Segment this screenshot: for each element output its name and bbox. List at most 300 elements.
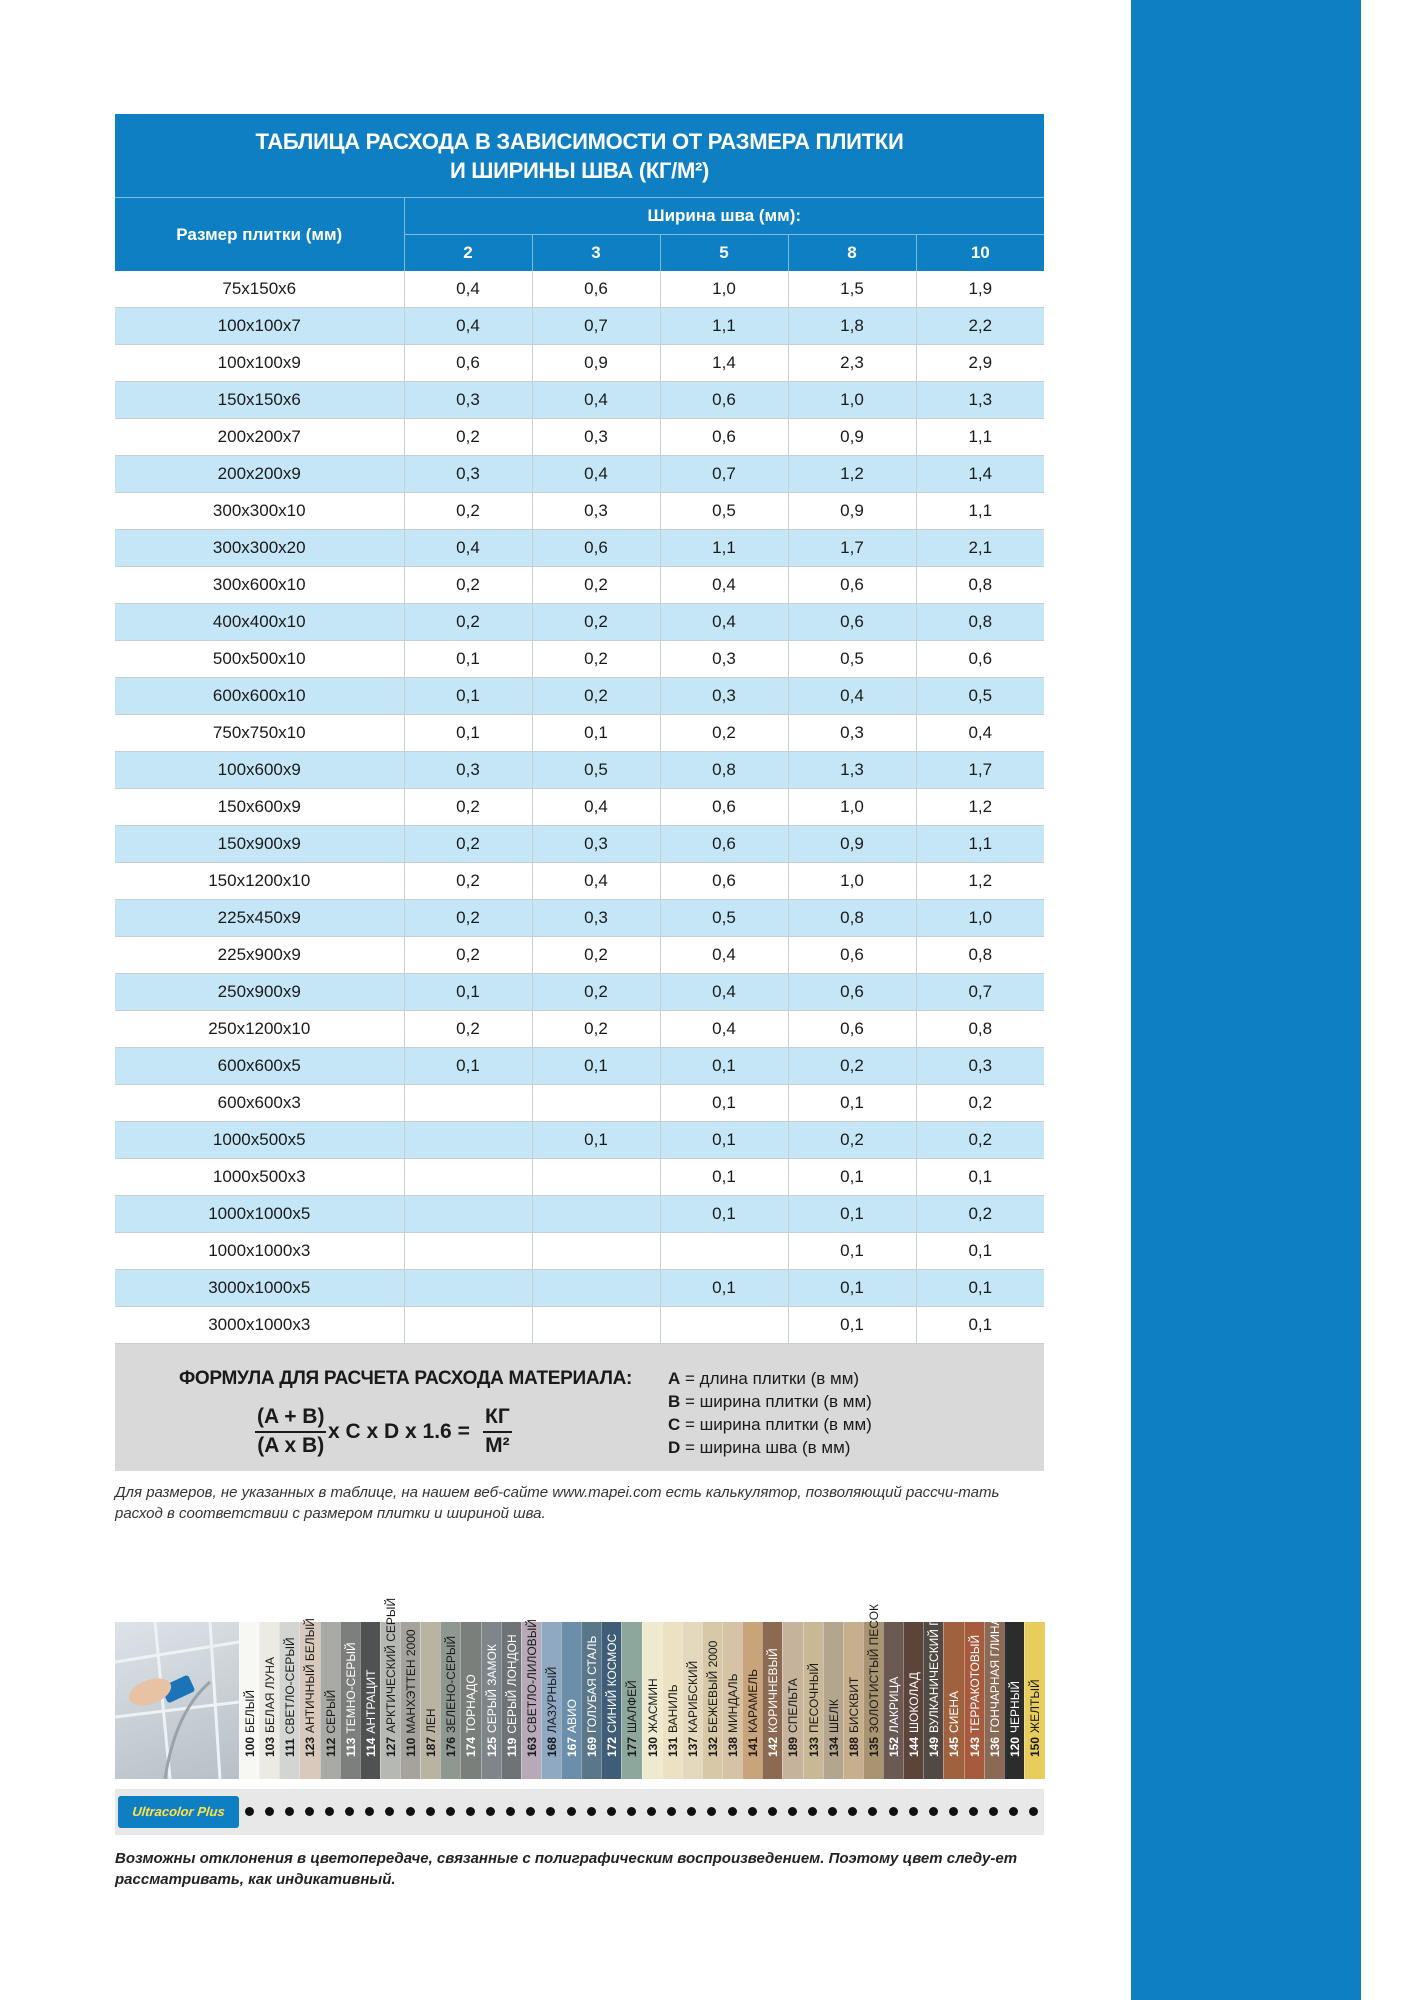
consumption-value-cell [404,1196,532,1233]
consumption-value-cell: 1,0 [916,900,1044,937]
color-swatch [299,1618,320,1779]
formula-multiplier: x C x D x 1.6 = [328,1420,470,1443]
table-row [115,419,1044,456]
table-row [115,345,1044,382]
width-column-header: 10 [916,235,1044,272]
color-code: 169 [585,1736,600,1757]
table-row [115,826,1044,863]
color-swatch [541,1622,562,1779]
consumption-value-cell: 0,4 [404,530,532,567]
color-swatch [1024,1622,1045,1779]
color-code: 127 [383,1736,398,1757]
tile-size-cell: 200x200x7 [115,419,404,456]
color-code: 145 [947,1736,962,1757]
color-swatch [903,1622,924,1779]
formula-unit-denominator: М² [485,1434,510,1457]
color-name: БЕЖЕВЫЙ 2000 [705,1640,720,1733]
consumption-value-cell: 1,1 [660,530,788,567]
color-swatch-label [665,1684,681,1757]
consumption-value-cell: 0,3 [660,678,788,715]
color-code: 177 [625,1736,640,1757]
consumption-value-cell: 0,7 [532,308,660,345]
availability-dot [583,1804,599,1820]
color-swatch-label [504,1634,520,1757]
consumption-value-cell: 0,3 [404,752,532,789]
consumption-value-cell: 1,0 [788,789,916,826]
table-row [115,1233,1044,1270]
color-name: АВИО [565,1699,580,1733]
color-swatch [943,1622,964,1779]
color-swatch-label [302,1618,318,1757]
consumption-value-cell: 1,1 [660,308,788,345]
consumption-value-cell: 0,6 [788,567,916,604]
consumption-value-cell: 0,5 [788,641,916,678]
consumption-value-cell: 0,1 [660,1085,788,1122]
color-swatch-label [363,1670,379,1757]
color-code: 114 [363,1737,378,1757]
tile-size-cell: 300x300x10 [115,493,404,530]
tile-size-cell: 1000x1000x5 [115,1196,404,1233]
availability-dot [281,1804,297,1820]
color-swatch [581,1622,602,1779]
color-swatch-label [463,1674,479,1757]
consumption-value-cell: 1,4 [660,345,788,382]
consumption-value-cell: 0,1 [788,1085,916,1122]
availability-dot [322,1804,338,1820]
consumption-value-cell: 1,4 [916,456,1044,493]
color-swatch-label [1007,1681,1023,1757]
consumption-value-cell: 0,2 [532,641,660,678]
table-row [115,604,1044,641]
color-swatch-label [604,1634,620,1757]
consumption-value-cell: 0,6 [788,1011,916,1048]
availability-dot [704,1804,720,1820]
consumption-value-cell: 0,2 [532,937,660,974]
color-code: 123 [303,1736,318,1757]
tile-size-cell: 100x600x9 [115,752,404,789]
consumption-value-cell: 0,1 [404,678,532,715]
color-code: 103 [263,1736,278,1757]
formula-definitions [668,1367,872,1459]
consumption-value-cell: 0,2 [532,678,660,715]
consumption-value-cell: 0,6 [532,530,660,567]
color-swatch-label [282,1637,298,1757]
consumption-value-cell: 0,2 [404,900,532,937]
tile-size-cell: 400x400x10 [115,604,404,641]
consumption-value-cell: 1,8 [788,308,916,345]
tile-size-cell: 3000x1000x5 [115,1270,404,1307]
color-swatch-label [262,1657,278,1757]
color-code: 134 [826,1736,841,1757]
consumption-value-cell: 1,3 [788,752,916,789]
availability-dot [342,1804,358,1820]
tile-size-cell: 1000x500x5 [115,1122,404,1159]
consumption-value-cell: 0,4 [660,937,788,974]
consumption-value-cell: 0,4 [660,567,788,604]
table-row [115,1196,1044,1233]
color-swatch [923,1584,944,1779]
consumption-value-cell: 0,2 [404,863,532,900]
consumption-value-cell: 0,4 [660,604,788,641]
tile-size-cell: 150x1200x10 [115,863,404,900]
color-name: БИСКВИТ [846,1676,861,1733]
consumption-value-cell: 0,6 [660,419,788,456]
table-row [115,271,1044,308]
consumption-value-cell: 1,9 [916,271,1044,308]
color-swatch-label [785,1678,801,1757]
color-swatch-label [403,1629,419,1757]
color-code: 143 [967,1736,982,1757]
consumption-value-cell [532,1270,660,1307]
color-code: 188 [846,1736,861,1757]
color-swatch-label [685,1661,701,1757]
formula-unit-numerator: КГ [483,1405,512,1433]
formula-variable-description: = длина плитки (в мм) [685,1369,860,1388]
color-swatch-label [946,1691,962,1757]
color-swatch [320,1622,341,1779]
consumption-value-cell: 0,2 [404,789,532,826]
color-swatch-label [323,1690,339,1757]
color-code: 187 [424,1736,439,1757]
color-swatch [782,1622,803,1779]
consumption-value-cell: 0,8 [916,567,1044,604]
consumption-value-cell: 0,2 [532,974,660,1011]
color-name: СЕРЫЙ [323,1689,338,1734]
tile-size-cell: 600x600x10 [115,678,404,715]
table-row [115,678,1044,715]
consumption-value-cell: 0,8 [916,604,1044,641]
color-name: ГОЛУБАЯ СТАЛЬ [585,1635,600,1733]
table-row [115,900,1044,937]
color-name: ЗОЛОТИСТЫЙ ПЕСОК [866,1603,881,1733]
color-name: СВЕТЛО-СЕРЫЙ [283,1637,298,1735]
consumption-value-cell: 0,6 [660,863,788,900]
consumption-value-cell: 0,4 [660,1011,788,1048]
tile-size-cell: 150x150x6 [115,382,404,419]
color-swatch-label [826,1699,842,1757]
color-name: ТЕРРАКОТОВЫЙ [967,1634,982,1733]
color-swatch-label [765,1648,781,1757]
consumption-value-cell: 0,3 [660,641,788,678]
formula-fraction [255,1405,326,1458]
color-swatch [440,1622,461,1779]
color-swatch [803,1622,824,1779]
color-code: 138 [726,1736,741,1757]
availability-dot [483,1804,499,1820]
availability-dot [684,1804,700,1820]
consumption-value-cell: 0,4 [532,789,660,826]
consumption-value-cell: 0,3 [404,456,532,493]
color-name: ГОНЧАРНАЯ ГЛИНА [987,1617,1002,1733]
consumption-value-cell: 0,2 [916,1085,1044,1122]
formula-variable-description: = ширина плитки (в мм) [685,1415,872,1434]
consumption-value-cell: 1,0 [788,863,916,900]
tile-size-cell: 100x100x9 [115,345,404,382]
table-row [115,937,1044,974]
table-title [115,114,1044,198]
color-swatch [561,1622,582,1779]
consumption-value-cell: 0,2 [404,826,532,863]
consumption-value-cell: 0,5 [660,493,788,530]
availability-dot [644,1804,660,1820]
consumption-value-cell: 0,1 [916,1233,1044,1270]
consumption-value-cell: 0,2 [404,937,532,974]
color-code: 137 [685,1736,700,1757]
tile-size-cell: 250x900x9 [115,974,404,1011]
color-swatch-label [544,1667,560,1757]
table-row [115,493,1044,530]
consumption-value-cell: 0,1 [788,1159,916,1196]
consumption-value-cell: 0,1 [916,1159,1044,1196]
consumption-value-cell: 1,1 [916,419,1044,456]
consumption-value-cell: 0,3 [916,1048,1044,1085]
color-name: КОРИЧНЕВЫЙ [766,1648,781,1733]
table-row [115,1307,1044,1344]
color-swatch [964,1622,985,1779]
consumption-value-cell: 0,4 [788,678,916,715]
color-name: ШОКОЛАД [907,1672,922,1733]
availability-dot [1026,1804,1042,1820]
consumption-value-cell: 0,5 [916,678,1044,715]
consumption-value-cell: 0,4 [532,863,660,900]
color-swatch [762,1622,783,1779]
consumption-value-cell: 0,1 [916,1270,1044,1307]
formula-numerator: (A + B) [255,1405,326,1433]
tile-size-cell: 750x750x10 [115,715,404,752]
color-code: 172 [605,1736,620,1757]
color-swatch [259,1622,280,1779]
availability-dot [905,1804,921,1820]
consumption-value-cell: 2,3 [788,345,916,382]
ultracolor-availability-row [115,1789,1044,1835]
availability-dot [805,1804,821,1820]
color-code: 150 [1027,1736,1042,1757]
color-name: БЕЛАЯ ЛУНА [263,1657,278,1733]
color-swatch [642,1622,663,1779]
consumption-value-cell: 0,4 [404,271,532,308]
tile-size-cell: 100x100x7 [115,308,404,345]
color-name: КАРИБСКИЙ [685,1660,700,1733]
consumption-value-cell: 0,2 [404,604,532,641]
consumption-value-cell: 2,1 [916,530,1044,567]
color-code: 132 [705,1736,720,1757]
color-swatch-label [624,1680,640,1757]
consumption-value-cell: 0,2 [404,419,532,456]
color-swatch-label [906,1672,922,1757]
color-code: 189 [786,1736,801,1757]
table-row [115,382,1044,419]
consumption-value-cell: 0,4 [916,715,1044,752]
consumption-value-cell: 0,2 [532,567,660,604]
color-name: БЕЛЫЙ [243,1689,258,1733]
consumption-value-cell: 0,1 [660,1196,788,1233]
availability-dot [402,1804,418,1820]
consumption-value-cell: 1,5 [788,271,916,308]
color-swatch-label [886,1677,902,1757]
table-row [115,863,1044,900]
consumption-value-cell: 0,1 [660,1122,788,1159]
consumption-value-cell: 0,1 [532,1048,660,1085]
consumption-value-cell: 0,3 [532,900,660,937]
availability-dot [986,1804,1002,1820]
color-swatch [702,1622,723,1779]
table-row [115,1085,1044,1122]
consumption-value-cell: 1,1 [916,826,1044,863]
consumption-value-cell: 0,3 [532,493,660,530]
availability-dot [241,1804,257,1820]
consumption-section [115,114,1044,1524]
consumption-value-cell: 1,1 [916,493,1044,530]
color-swatch [621,1622,642,1779]
consumption-value-cell [532,1196,660,1233]
consumption-value-cell: 0,4 [532,382,660,419]
availability-dot [362,1804,378,1820]
consumption-value-cell [404,1159,532,1196]
color-swatch [400,1622,421,1779]
tile-size-cell: 300x300x20 [115,530,404,567]
consumption-value-cell: 0,8 [916,937,1044,974]
color-swatch-label [242,1690,258,1757]
consumption-value-cell: 0,1 [660,1270,788,1307]
color-swatch [722,1622,743,1779]
table-row [115,1048,1044,1085]
formula-definition [668,1390,872,1413]
consumption-value-cell: 0,2 [788,1122,916,1159]
consumption-value-cell [404,1307,532,1344]
grout-application-photo [115,1622,239,1779]
availability-dot [664,1804,680,1820]
color-code: 135 [866,1736,881,1757]
consumption-value-cell: 1,2 [916,863,1044,900]
formula-definition [668,1367,872,1390]
color-code: 113 [343,1737,358,1757]
consumption-value-cell: 1,3 [916,382,1044,419]
color-code: 141 [746,1736,761,1757]
consumption-value-cell [532,1233,660,1270]
consumption-value-cell: 1,7 [788,530,916,567]
color-name: ВУЛКАНИЧЕСКИЙ ПЕСОК [927,1584,942,1733]
color-name: ЧЕРНЫЙ [1007,1681,1022,1733]
consumption-value-cell: 0,9 [788,826,916,863]
color-name: ЖЕЛТЫЙ [1027,1679,1042,1733]
color-code: 174 [464,1736,479,1757]
color-code: 110 [404,1737,419,1757]
calculator-note: Для размеров, не указанных в таблице, на нашем веб-сайте www.mapei.com есть калькулятор, позволяющий рассчи-тать расход в соответствии с размером плитки и шириной шва. [115,1484,1000,1522]
color-name: АНТРАЦИТ [363,1669,378,1734]
table-row [115,530,1044,567]
consumption-value-cell: 0,2 [916,1122,1044,1159]
color-swatch-label [725,1674,741,1757]
consumption-value-cell: 1,2 [788,456,916,493]
tile-size-cell: 150x900x9 [115,826,404,863]
color-swatch [501,1622,522,1779]
table-title-line1: ТАБЛИЦА РАСХОДА В ЗАВИСИМОСТИ ОТ РАЗМЕРА ПЛИТКИ [255,129,904,154]
color-name: СЕРЫЙ ЛОНДОН [504,1634,519,1734]
color-code: 125 [484,1736,499,1757]
table-row [115,1159,1044,1196]
availability-dot [301,1804,317,1820]
table-row [115,456,1044,493]
joint-width-header: Ширина шва (мм): [404,198,1044,235]
consumption-value-cell: 0,5 [532,752,660,789]
tile-size-cell: 150x600x9 [115,789,404,826]
consumption-value-cell: 0,4 [532,456,660,493]
consumption-value-cell: 0,2 [532,604,660,641]
consumption-value-cell [404,1085,532,1122]
consumption-table [115,198,1044,1344]
availability-dot [523,1804,539,1820]
consumption-value-cell: 0,1 [532,1122,660,1159]
color-name: МАНХЭТТЕН 2000 [404,1629,419,1734]
availability-dot [261,1804,277,1820]
availability-dot [1006,1804,1022,1820]
formula-definition [668,1436,872,1459]
color-swatch [863,1603,884,1779]
availability-dot [563,1804,579,1820]
consumption-value-cell: 0,1 [788,1307,916,1344]
color-swatch-label [564,1699,580,1757]
color-code: 120 [1007,1736,1022,1757]
color-name: КАРАМЕЛЬ [746,1669,761,1733]
color-name: ТОРНАДО [464,1674,479,1733]
color-code: 142 [766,1736,781,1757]
width-column-header: 8 [788,235,916,272]
color-swatch [742,1622,763,1779]
color-code: 112 [323,1737,338,1757]
consumption-value-cell: 0,2 [660,715,788,752]
formula-title: ФОРМУЛА ДЛЯ РАСЧЕТА РАСХОДА МАТЕРИАЛА: [179,1368,633,1389]
consumption-value-cell: 0,1 [404,641,532,678]
color-name: АРКТИЧЕСКИЙ СЕРЫЙ [383,1597,398,1733]
availability-dot [724,1804,740,1820]
color-name: ЗЕЛЕНО-СЕРЫЙ [444,1635,459,1733]
color-code: 144 [907,1736,922,1757]
consumption-value-cell: 0,7 [916,974,1044,1011]
color-code: 130 [645,1736,660,1757]
consumption-value-cell: 0,1 [660,1159,788,1196]
tile-size-cell: 200x200x9 [115,456,404,493]
consumption-value-cell: 0,9 [788,493,916,530]
availability-dot [382,1804,398,1820]
consumption-value-cell: 0,1 [788,1233,916,1270]
color-code: 119 [504,1737,519,1757]
color-swatch [823,1622,844,1779]
color-swatch [1004,1622,1025,1779]
consumption-value-cell: 0,3 [532,419,660,456]
color-name: ВАНИЛЬ [665,1684,680,1733]
tile-size-cell: 300x600x10 [115,567,404,604]
consumption-value-cell: 0,1 [404,1048,532,1085]
color-swatch [340,1622,361,1779]
availability-dot [925,1804,941,1820]
formula-variable: B [668,1392,681,1411]
table-row [115,308,1044,345]
color-code: 111 [283,1738,298,1757]
consumption-value-cell: 0,9 [532,345,660,382]
color-swatch-label [846,1677,862,1757]
consumption-value-cell: 2,9 [916,345,1044,382]
color-swatch [883,1622,904,1779]
availability-dot [744,1804,760,1820]
color-code: 133 [806,1736,821,1757]
color-swatch-label [745,1669,761,1757]
side-color-band [1131,0,1361,2000]
width-column-header: 5 [660,235,788,272]
color-name: ШЕЛК [826,1699,841,1733]
consumption-value-cell [532,1307,660,1344]
consumption-value-cell: 0,2 [404,1011,532,1048]
consumption-value-cell: 0,8 [788,900,916,937]
